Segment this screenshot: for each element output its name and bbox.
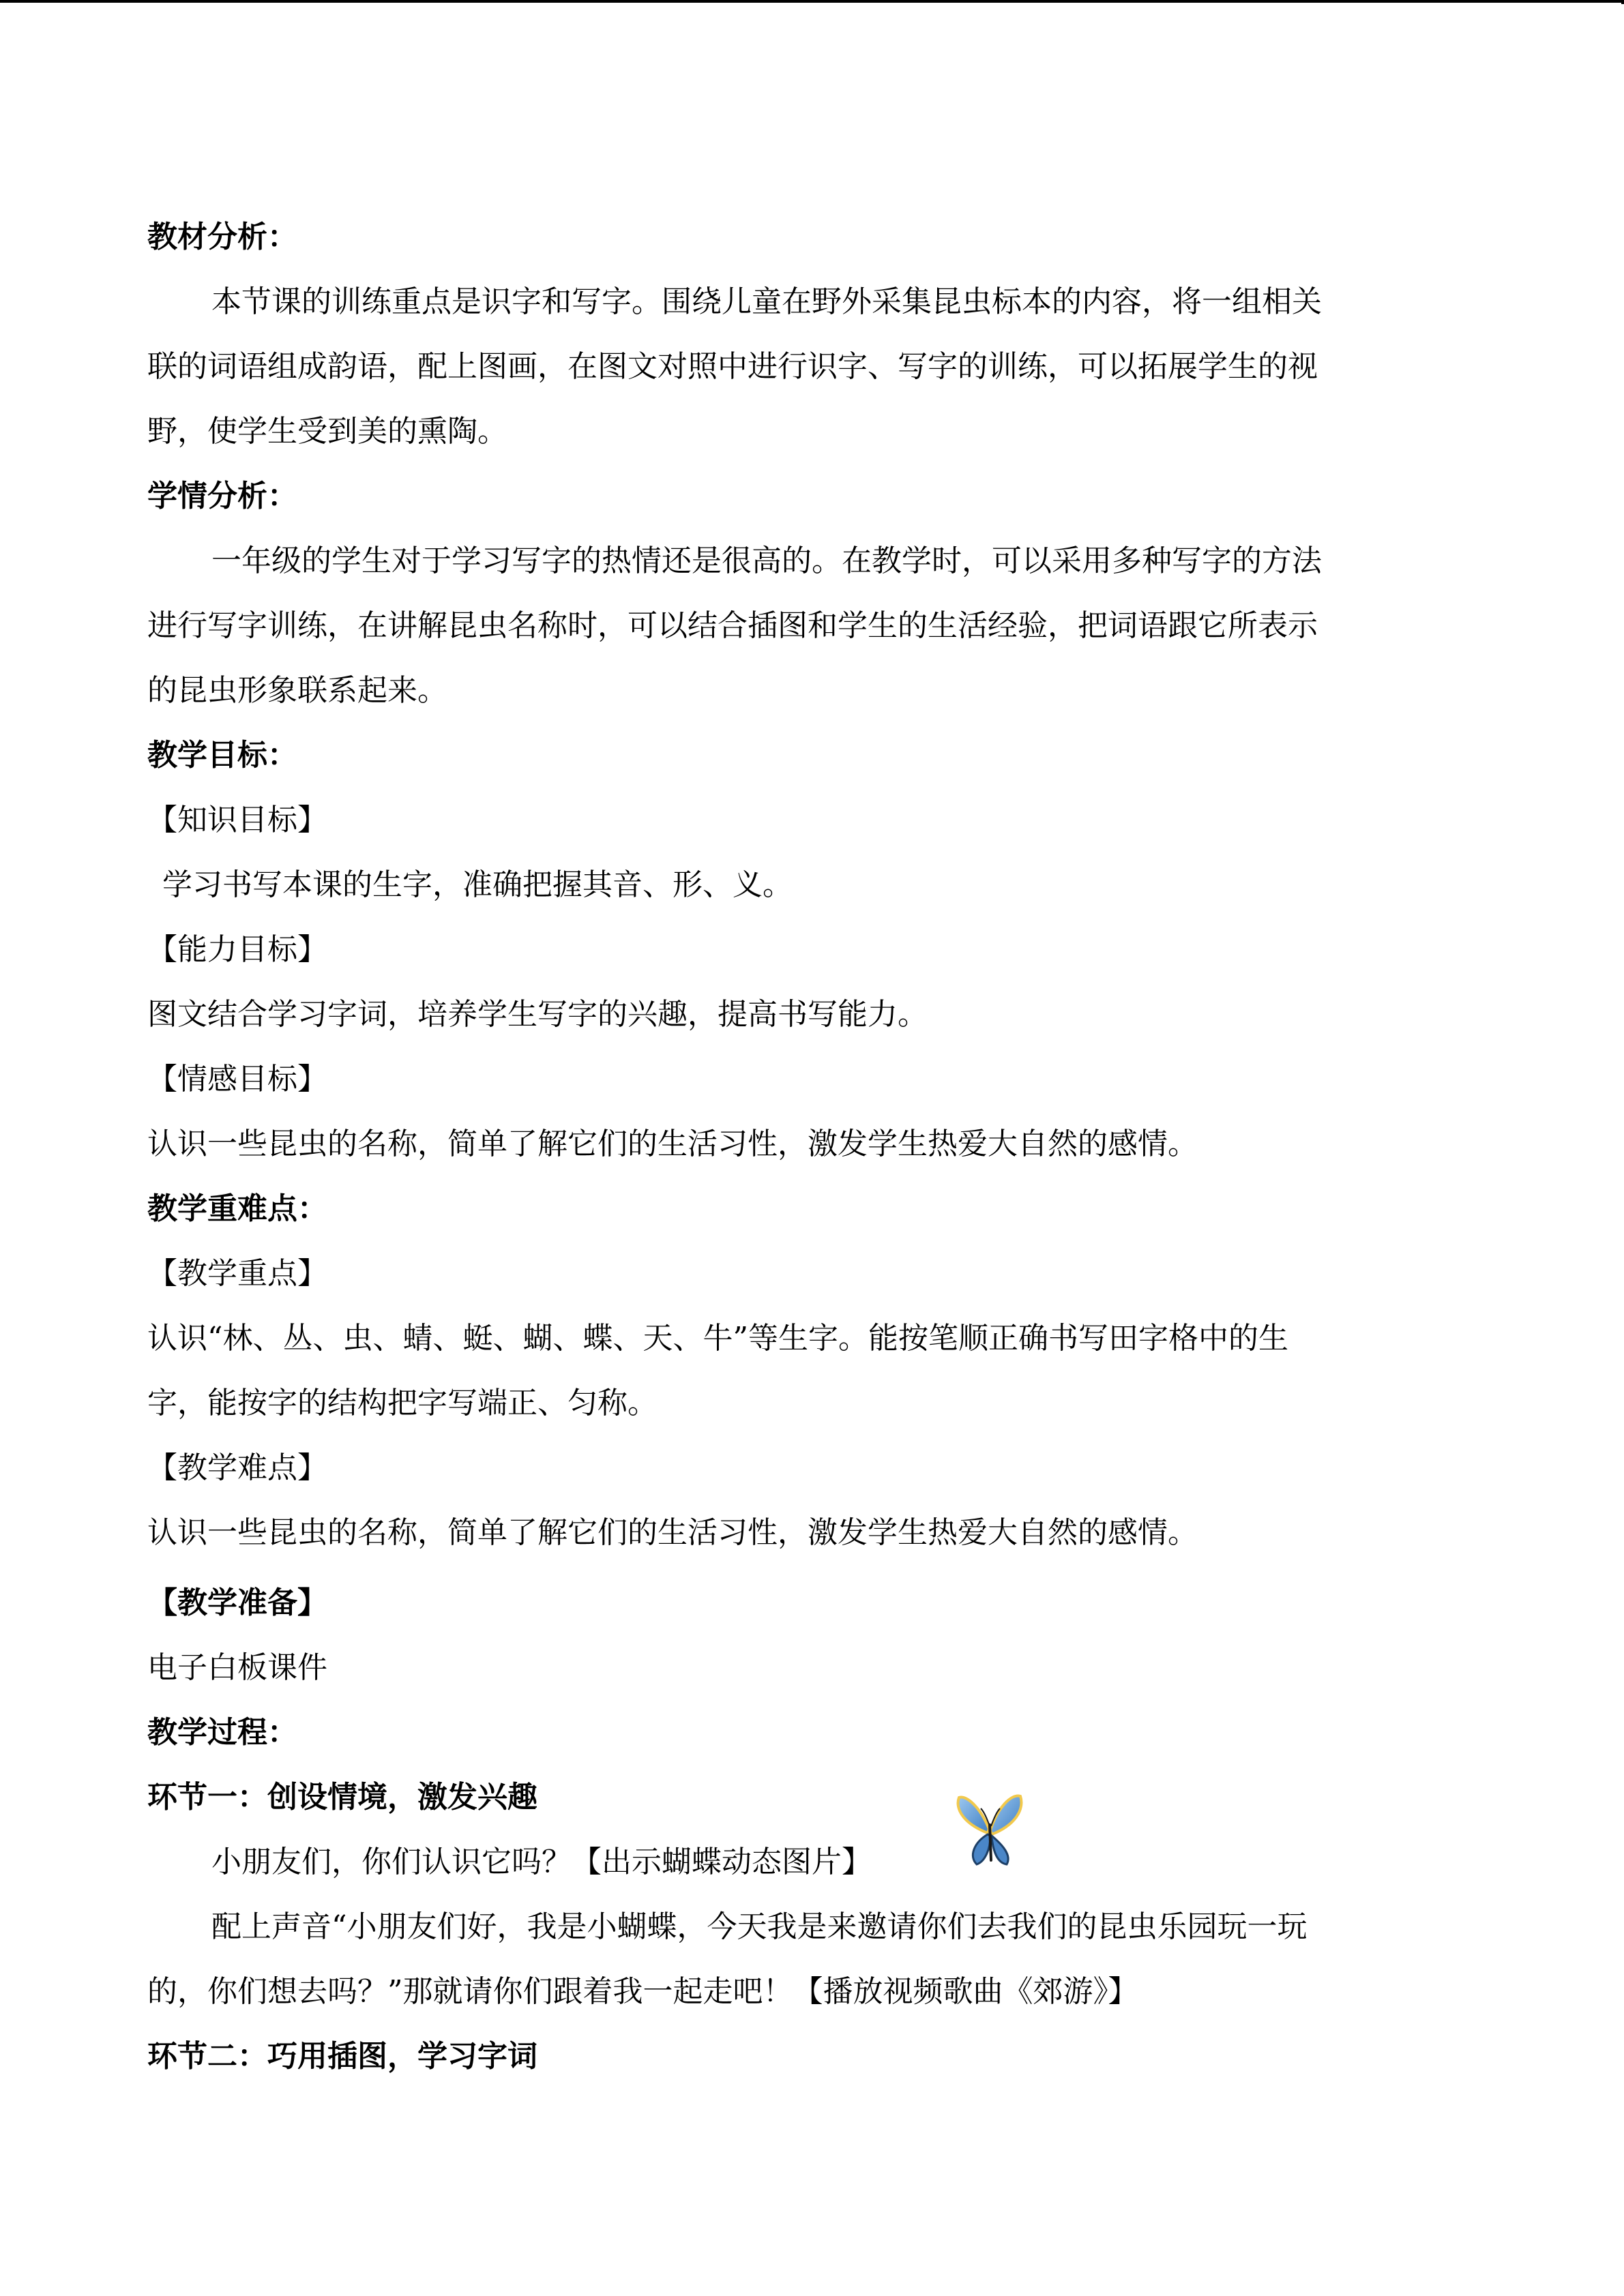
learner-line-1: 一年级的学生对于学习写字的热情还是很高的。在教学时，可以采用多种写字的方法 [211,543,1322,578]
key-points-heading: 教学重难点： [147,1191,327,1226]
butterfly-image [954,1788,1029,1870]
step1-line-2: 配上声音“小朋友们好，我是小蝴蝶，今天我是来邀请你们去我们的昆虫乐园玩一玩 [211,1909,1308,1944]
learner-line-2: 进行写字训练，在讲解昆虫名称时，可以结合插图和学生的生活经验，把词语跟它所表示 [147,608,1318,643]
analysis-line-2: 联的词语组成韵语，配上图画，在图文对照中进行识字、写字的训练，可以拓展学生的视 [147,349,1318,384]
process-heading: 教学过程： [147,1715,297,1750]
step1-heading: 环节一：创设情境，激发兴趣 [147,1780,537,1815]
page-top-border [0,0,1624,3]
analysis-heading: 教材分析： [147,220,297,254]
difficulty-heading: 【教学难点】 [147,1450,327,1485]
analysis-line-3: 野，使学生受到美的熏陶。 [147,414,507,449]
difficulty-text: 认识一些昆虫的名称，简单了解它们的生活习性，激发学生热爱大自然的感情。 [147,1515,1198,1550]
focus-line-2: 字，能按字的结构把字写端正、匀称。 [147,1386,658,1420]
step1-line-1: 小朋友们，你们认识它吗？【出示蝴蝶动态图片】 [211,1845,872,1879]
knowledge-goal-text: 学习书写本课的生字，准确把握其音、形、义。 [162,867,793,902]
preparation-text: 电子白板课件 [147,1650,327,1685]
emotion-goal-heading: 【情感目标】 [147,1062,327,1097]
page-corner-mark [1621,0,1624,4]
step2-heading: 环节二：巧用插图，学习字词 [147,2039,537,2074]
focus-line-1: 认识“林、丛、虫、蜻、蜓、蝴、蝶、天、牛”等生字。能按笔顺正确书写田字格中的生 [147,1321,1288,1356]
goals-heading: 教学目标： [147,738,297,773]
document-body [147,205,1426,2089]
focus-heading: 【教学重点】 [147,1256,327,1291]
ability-goal-heading: 【能力目标】 [147,932,327,967]
preparation-heading: 【教学准备】 [147,1585,327,1620]
step1-line-3: 的，你们想去吗？”那就请你们跟着我一起走吧！【播放视频歌曲《郊游》】 [147,1974,1138,2009]
knowledge-goal-heading: 【知识目标】 [147,803,327,837]
analysis-line-1: 本节课的训练重点是识字和写字。围绕儿童在野外采集昆虫标本的内容，将一组相关 [211,284,1322,319]
emotion-goal-text: 认识一些昆虫的名称，简单了解它们的生活习性，激发学生热爱大自然的感情。 [147,1127,1198,1161]
learner-heading: 学情分析： [147,479,297,513]
learner-line-3: 的昆虫形象联系起来。 [147,673,447,708]
ability-goal-text: 图文结合学习字词，培养学生写字的兴趣，提高书写能力。 [147,997,928,1032]
